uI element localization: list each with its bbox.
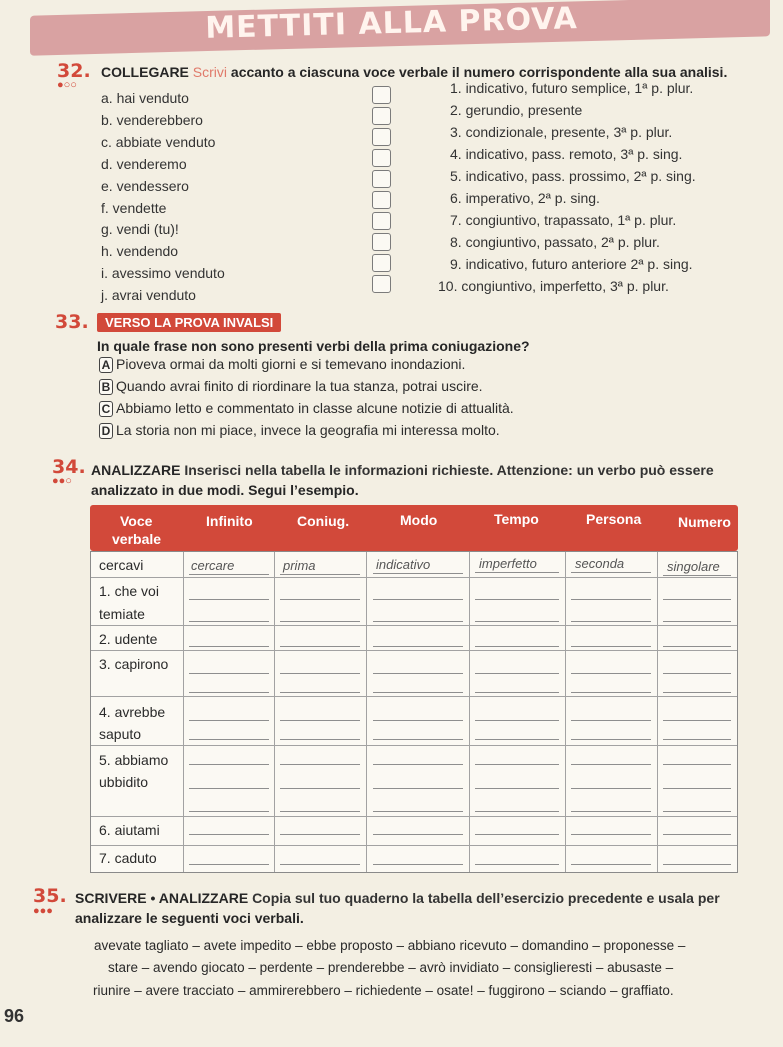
answer-blank[interactable] xyxy=(475,764,559,765)
answer-blank[interactable] xyxy=(373,673,463,674)
header-persona: Persona xyxy=(586,511,642,527)
answer-blank[interactable] xyxy=(189,646,269,647)
analysis-item: 1. indicativo, futuro semplice, 1ª p. plur. xyxy=(450,80,694,96)
row-label: 1. che voi xyxy=(99,583,159,599)
row-label: ubbidito xyxy=(99,774,149,790)
answer-blank[interactable] xyxy=(373,646,463,647)
answer-blank[interactable] xyxy=(475,646,559,647)
analysis-item: 8. congiuntivo, passato, 2ª p. plur. xyxy=(450,234,660,250)
answer-blank[interactable] xyxy=(189,739,269,740)
answer-blank[interactable] xyxy=(571,834,651,835)
analysis-item: 7. congiuntivo, trapassato, 1ª p. plur. xyxy=(450,212,677,228)
row-label: 4. avrebbe xyxy=(99,704,166,720)
answer-blank[interactable] xyxy=(571,621,651,622)
answer-blank[interactable] xyxy=(373,621,463,622)
answer-blank[interactable] xyxy=(475,673,559,674)
difficulty-dots: ●○○ xyxy=(57,79,77,91)
answer-blank[interactable] xyxy=(280,599,360,600)
answer-blank[interactable] xyxy=(475,621,559,622)
exercise-33-number: 33. xyxy=(55,311,89,333)
answer-blank[interactable] xyxy=(280,864,360,865)
exercise-34-keyword: ANALIZZARE xyxy=(91,462,181,478)
answer-blank[interactable] xyxy=(571,646,651,647)
header-infinito: Infinito xyxy=(206,513,253,529)
answer-blank[interactable] xyxy=(571,599,651,600)
analysis-item: 9. indicativo, futuro anteriore 2ª p. sing. xyxy=(450,256,693,272)
option-letter: D xyxy=(99,423,113,439)
answer-blank[interactable] xyxy=(373,811,463,812)
exercise-35-keyword: SCRIVERE • ANALIZZARE xyxy=(75,890,249,906)
answer-blank[interactable] xyxy=(571,720,651,721)
answer-blank[interactable] xyxy=(663,739,731,740)
exercise-32-hint: Scrivi xyxy=(192,64,228,80)
answer-blank[interactable] xyxy=(189,599,269,600)
example-tempo: imperfetto xyxy=(479,556,537,571)
answer-blank[interactable] xyxy=(189,834,269,835)
option-d[interactable] xyxy=(99,422,500,439)
analysis-item: 5. indicativo, pass. prossimo, 2ª p. sing. xyxy=(450,168,696,184)
exercise-34-number: 34. xyxy=(52,456,86,478)
answer-blank[interactable] xyxy=(373,864,463,865)
exercise-32-keyword: COLLEGARE xyxy=(101,64,189,80)
answer-blank[interactable] xyxy=(280,834,360,835)
answer-blank[interactable] xyxy=(663,720,731,721)
verb-item: j. avrai venduto xyxy=(101,287,196,303)
answer-blank[interactable] xyxy=(189,692,269,693)
answer-blank[interactable] xyxy=(663,864,731,865)
exercise-34-text-2: analizzato in due modi. Segui l’esempio. xyxy=(91,482,359,498)
verb-item: b. venderebbero xyxy=(101,112,203,128)
answer-blank[interactable] xyxy=(373,788,463,789)
row-label: temiate xyxy=(99,606,145,622)
example-verb: cercavi xyxy=(99,557,144,573)
exercise-32-instruction xyxy=(101,64,727,80)
analysis-table xyxy=(90,551,738,873)
answer-box[interactable] xyxy=(372,107,391,125)
answer-blank[interactable] xyxy=(189,621,269,622)
answer-blank[interactable] xyxy=(571,692,651,693)
answer-blank[interactable] xyxy=(189,673,269,674)
answer-blank[interactable] xyxy=(663,811,731,812)
answer-blank[interactable] xyxy=(373,692,463,693)
answer-blank[interactable] xyxy=(663,646,731,647)
verb-item: g. vendi (tu)! xyxy=(101,221,179,237)
answer-box[interactable] xyxy=(372,191,391,209)
answer-blank[interactable] xyxy=(571,811,651,812)
invalsi-badge: VERSO LA PROVA INVALSI xyxy=(97,313,281,332)
exercise-35-text-2: analizzare le seguenti voci verbali. xyxy=(75,910,304,926)
answer-blank[interactable] xyxy=(280,739,360,740)
answer-blank[interactable] xyxy=(373,599,463,600)
verb-list-line: riunire – avere tracciato – ammirerebbero – richiedente – osate! – fuggirono – sciando – graffiato. xyxy=(93,983,674,998)
analysis-item: 6. imperativo, 2ª p. sing. xyxy=(450,190,600,206)
header-voce: Voce xyxy=(120,513,153,529)
answer-blank[interactable] xyxy=(373,764,463,765)
verb-item: e. vendessero xyxy=(101,178,189,194)
example-infinito: cercare xyxy=(191,558,235,573)
answer-blank[interactable] xyxy=(189,864,269,865)
answer-blanks[interactable] xyxy=(91,552,737,872)
answer-box[interactable] xyxy=(372,254,391,272)
answer-blank[interactable] xyxy=(189,788,269,789)
exercise-35-number: 35. xyxy=(33,885,67,907)
option-letter: C xyxy=(99,401,113,417)
answer-blank[interactable] xyxy=(663,788,731,789)
answer-box[interactable] xyxy=(372,149,391,167)
analysis-item: 2. gerundio, presente xyxy=(450,102,583,118)
page-number: 96 xyxy=(4,1006,25,1026)
answer-blank[interactable] xyxy=(280,692,360,693)
difficulty-dots: ●●● xyxy=(33,905,53,917)
exercise-32-text: accanto a ciascuna voce verbale il numero corrispondente alla sua analisi. xyxy=(230,64,728,80)
verb-item: d. venderemo xyxy=(101,156,187,172)
answer-blank[interactable] xyxy=(475,692,559,693)
verb-item: h. vendendo xyxy=(101,243,179,259)
answer-box[interactable] xyxy=(372,170,391,188)
answer-blank[interactable] xyxy=(280,646,360,647)
answer-blank[interactable] xyxy=(475,599,559,600)
row-label: saputo xyxy=(99,726,142,742)
analysis-item: 10. congiuntivo, imperfetto, 3ª p. plur. xyxy=(438,278,669,294)
option-letter: A xyxy=(99,357,113,373)
option-letter: B xyxy=(99,379,113,395)
answer-blank[interactable] xyxy=(571,788,651,789)
answer-box[interactable] xyxy=(372,275,391,293)
verb-item: f. vendette xyxy=(101,200,167,216)
verb-item: i. avessimo venduto xyxy=(101,265,225,281)
exercise-33-question: In quale frase non sono presenti verbi della prima coniugazione? xyxy=(97,338,530,354)
answer-blank[interactable] xyxy=(663,834,731,835)
verb-item: c. abbiate venduto xyxy=(101,134,216,150)
exercise-35-instruction xyxy=(75,890,720,906)
analysis-item: 4. indicativo, pass. remoto, 3ª p. sing. xyxy=(450,146,683,162)
verb-list-line: stare – avendo giocato – perdente – prenderebbe – avrò invidiato – consiglieresti – abusaste – xyxy=(108,960,674,975)
answer-blank[interactable] xyxy=(280,673,360,674)
answer-blank[interactable] xyxy=(280,720,360,721)
answer-blank[interactable] xyxy=(475,720,559,721)
answer-blank[interactable] xyxy=(663,764,731,765)
answer-blank[interactable] xyxy=(475,834,559,835)
answer-blank[interactable] xyxy=(571,673,651,674)
example-modo: indicativo xyxy=(376,557,431,572)
verb-list-line: avevate tagliato – avete impedito – ebbe proposto – abbiano ricevuto – domandino – proponesse – xyxy=(94,938,686,953)
answer-box[interactable] xyxy=(372,212,391,230)
exercise-35-text: Copia sul tuo quaderno la tabella dell’esercizio precedente e usala per xyxy=(252,890,720,906)
answer-blank[interactable] xyxy=(280,621,360,622)
row-label: 2. udente xyxy=(99,631,158,647)
answer-blank[interactable] xyxy=(189,720,269,721)
analysis-item: 3. condizionale, presente, 3ª p. plur. xyxy=(450,124,673,140)
row-label: 5. abbiamo xyxy=(99,752,169,768)
row-label: 3. capirono xyxy=(99,656,169,672)
option-a[interactable] xyxy=(99,356,465,373)
answer-blank[interactable] xyxy=(475,864,559,865)
answer-blank[interactable] xyxy=(571,864,651,865)
option-text: La storia non mi piace, invece la geografia mi interessa molto. xyxy=(116,422,500,438)
row-label: 7. caduto xyxy=(99,850,157,866)
answer-blank[interactable] xyxy=(475,811,559,812)
answer-blank[interactable] xyxy=(280,764,360,765)
difficulty-dots: ●●○ xyxy=(52,475,72,487)
answer-blank[interactable] xyxy=(280,788,360,789)
option-text: Quando avrai finito di riordinare la tua stanza, potrai uscire. xyxy=(116,378,483,394)
answer-blank[interactable] xyxy=(373,834,463,835)
example-coniug: prima xyxy=(283,558,316,573)
answer-blank[interactable] xyxy=(475,739,559,740)
example-persona: seconda xyxy=(575,556,625,571)
answer-box[interactable] xyxy=(372,86,391,104)
option-c[interactable] xyxy=(99,400,514,417)
answer-blank[interactable] xyxy=(189,811,269,812)
banner-title: METTITI ALLA PROVA xyxy=(204,1,579,46)
answer-blank[interactable] xyxy=(571,764,651,765)
exercise-32-number: 32. xyxy=(57,60,91,82)
answer-blank[interactable] xyxy=(475,788,559,789)
answer-blank[interactable] xyxy=(663,599,731,600)
header-coniug: Coniug. xyxy=(297,513,350,529)
table-header xyxy=(90,505,738,551)
header-numero: Numero xyxy=(678,514,731,530)
answer-box[interactable] xyxy=(372,128,391,146)
answer-box[interactable] xyxy=(372,233,391,251)
header-tempo: Tempo xyxy=(494,511,539,527)
header-verbale: verbale xyxy=(112,531,162,547)
answer-blank[interactable] xyxy=(571,739,651,740)
option-b[interactable] xyxy=(99,378,483,395)
exercise-34-text: Inserisci nella tabella le informazioni richieste. Attenzione: un verbo può essere xyxy=(184,462,714,478)
answer-blank[interactable] xyxy=(280,811,360,812)
answer-blank[interactable] xyxy=(663,692,731,693)
answer-blank[interactable] xyxy=(663,673,731,674)
row-label: 6. aiutami xyxy=(99,822,160,838)
header-modo: Modo xyxy=(400,512,438,528)
option-text: Pioveva ormai da molti giorni e si temevano inondazioni. xyxy=(116,356,466,372)
answer-blank[interactable] xyxy=(189,764,269,765)
exercise-34-instruction xyxy=(91,462,714,478)
answer-blank[interactable] xyxy=(663,621,731,622)
option-text: Abbiamo letto e commentato in classe alcune notizie di attualità. xyxy=(116,400,514,416)
answer-blank[interactable] xyxy=(373,720,463,721)
example-numero: singolare xyxy=(667,559,720,574)
verb-item: a. hai venduto xyxy=(101,90,189,106)
answer-blank[interactable] xyxy=(373,739,463,740)
